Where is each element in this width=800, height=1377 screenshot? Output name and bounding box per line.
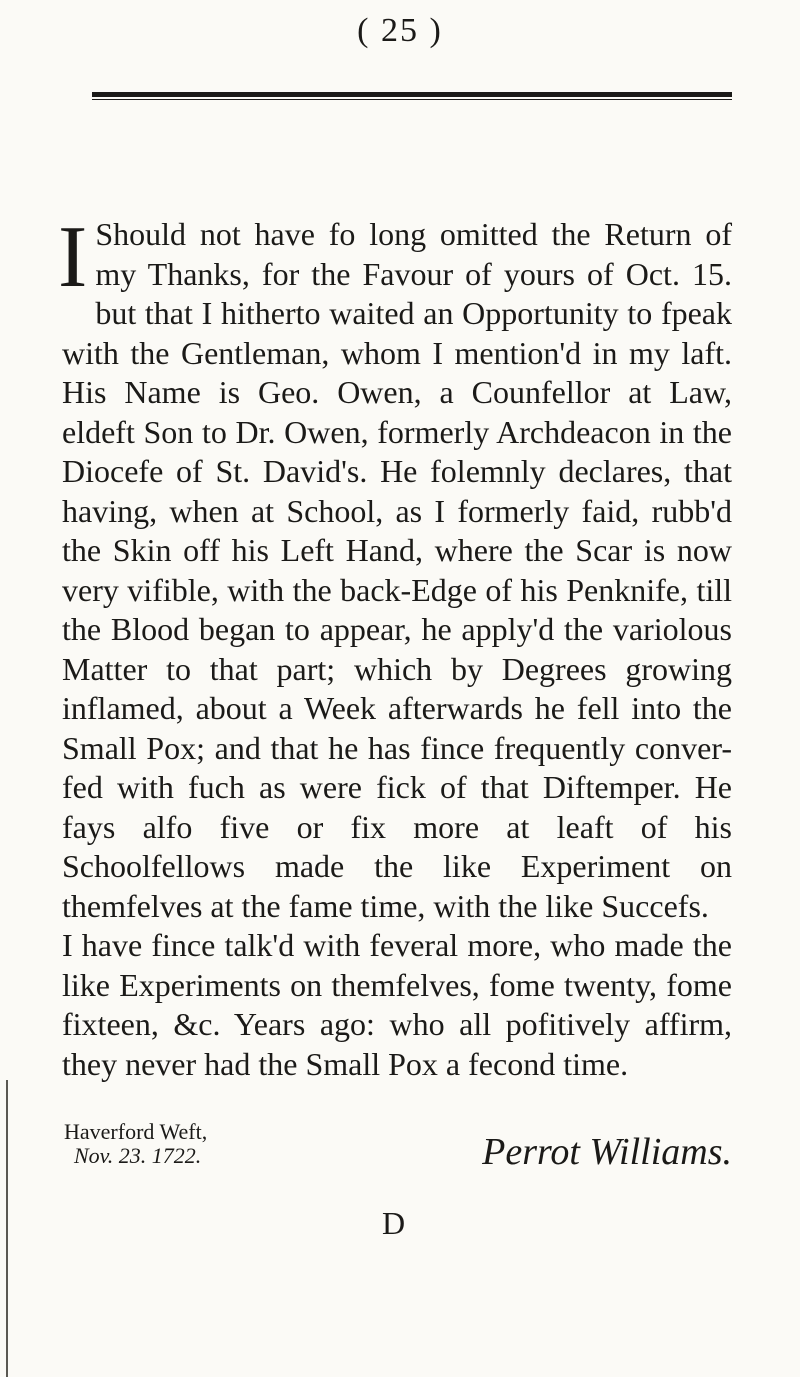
place: Haverford Weft,: [64, 1119, 208, 1144]
paragraph-1: [58, 209, 732, 926]
page-edge-shadow: [6, 1080, 8, 1377]
signature-block: [62, 1120, 732, 1240]
paragraph-2: I have fince talk'd with feveral more, who made the like Experiments on themfelves, fome twenty, fome fixteen, &c. Years ago: who all pofitively affirm, they never had the Small Pox a fecond time.: [62, 927, 732, 1082]
letter-body: [58, 209, 732, 1084]
place-date: [64, 1120, 207, 1168]
drop-cap: I: [58, 209, 88, 306]
signature-mark: D: [382, 1205, 406, 1241]
header-rule-thick: [92, 92, 732, 97]
signature: Perrot Williams.: [482, 1131, 732, 1173]
header-rule-thin: [92, 99, 732, 100]
page-number-header: ( 25 ): [357, 12, 443, 49]
paragraph-1-text: Should not have fo long omitted the Return of my Thanks, for the Favour of yours of Oct. 15. but that I hitherto waited an Opportunity to fpeak with the Gentleman, whom I mention'd in my laft. His Name is Geo. Owen, a Counfellor at Law, eldeft Son to Dr. Owen, formerly Archdeacon in the Diocefe of St. David's. He folemnly declares, that having, when at School, as I formerly faid, rubb'd the Skin off his Left Hand, where the Scar is now very vifible, with the back-Edge of his Penknife, till the Blood began to appear, he apply'd the variolous Matter to that part; which by Degrees growing inflamed, about a Week afterwards he fell into the Small Pox; and that he has fince frequently conver-fed with fuch as were fick of that Diftemper. He fays alfo five or fix more at leaft of his Schoolfellows made the like Experiment on themfelves at the fame time, with the like Succefs.: [62, 216, 732, 924]
date: Nov. 23. 1722.: [74, 1143, 202, 1168]
